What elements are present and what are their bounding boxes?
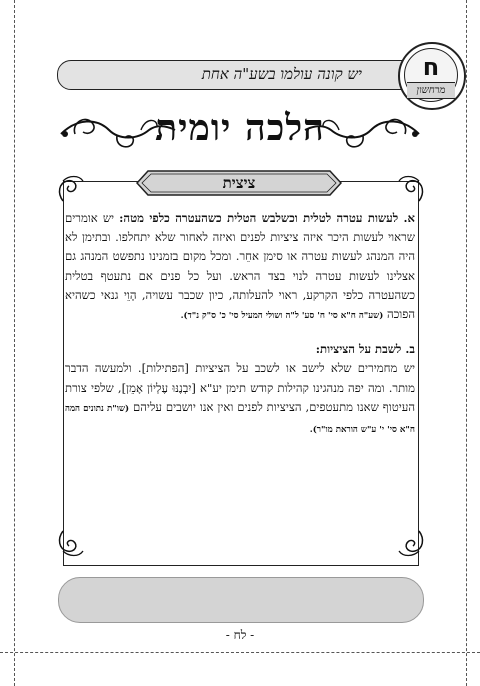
- right-margin-guide: [466, 0, 467, 686]
- month-name: מרחשון: [407, 82, 455, 99]
- corner-ornament-top-right: [397, 173, 427, 203]
- frame-bottom-border: [63, 565, 419, 566]
- frame-left-border: [63, 181, 64, 566]
- day-letter: ח: [422, 53, 440, 81]
- footer-note-box: [58, 577, 424, 623]
- paragraph-1-heading: א. לעשות עטרה לטלית וכשלבש הטלית כשהעטרה כלפי מטה:: [119, 211, 416, 225]
- section-label: ציצית: [222, 174, 256, 192]
- paragraph-2: [65, 359, 415, 440]
- page-number: - לח -: [225, 628, 255, 642]
- header-slogan: יש קונה עולמו בשע"ה אחת: [201, 65, 362, 83]
- corner-ornament-bottom-right: [397, 529, 427, 559]
- paragraph-2-body: יש מחמירים שלא לישב או לשכב על הציציות [הפתילות]. ולמעשה הדבר מותר. ומה יפה מנהגינו קהילות קודש תימן יע"א [יִבְנֶנּוּ עֶלְיוֹן אָמֵן], שלפי צורת העיטוף שאנו מתעטפים, הציציות לפנים ואין אנו יושבים עליהם: [65, 361, 415, 414]
- paragraph-2-heading: ב. לשבת על הציציות:: [315, 342, 415, 357]
- paragraph-gap: [65, 326, 415, 340]
- paragraph-1-source: (שע"ה ח"א סי' ח' סע' ל"ה ושולי המעיל סי' כ' ס"ק נ"ד).: [180, 311, 384, 322]
- month-badge-inner: [404, 48, 458, 102]
- corner-ornament-bottom-left: [55, 529, 85, 559]
- corner-ornament-top-left: [55, 173, 85, 203]
- title-area: [57, 100, 423, 160]
- paragraph-2-source: (שו"ת נתונים המה ח"א סי' י' ע"ש הוראת מו"ר).: [65, 403, 415, 436]
- paragraph-1-body: יש אומרים שראוי לעשות היכר איזה ציציות לפנים ואיזה לאחור שלא יתחלפו. ובתימן לא היה המנהג לעשות עטרה או סימן אחֵר. ומכל מקום בזמנינו נתפשט המנהג גם אצלינו לעשות עטרה לנוי בצד הראש. ועל כל פנים אם נתעטף בטלית כשהעטרה כלפי הקרקע, ראוי להעלותה, כיון שכבר עשויה, הָוֵי גנאי כשהיא הפוכה: [65, 211, 415, 322]
- halacha-text: [65, 209, 415, 440]
- frame-right-border: [418, 181, 419, 566]
- page-title: הלכה יומית: [155, 107, 325, 149]
- left-margin-guide: [14, 0, 15, 686]
- bottom-margin-guide: [0, 652, 480, 653]
- paragraph-1: [65, 209, 415, 326]
